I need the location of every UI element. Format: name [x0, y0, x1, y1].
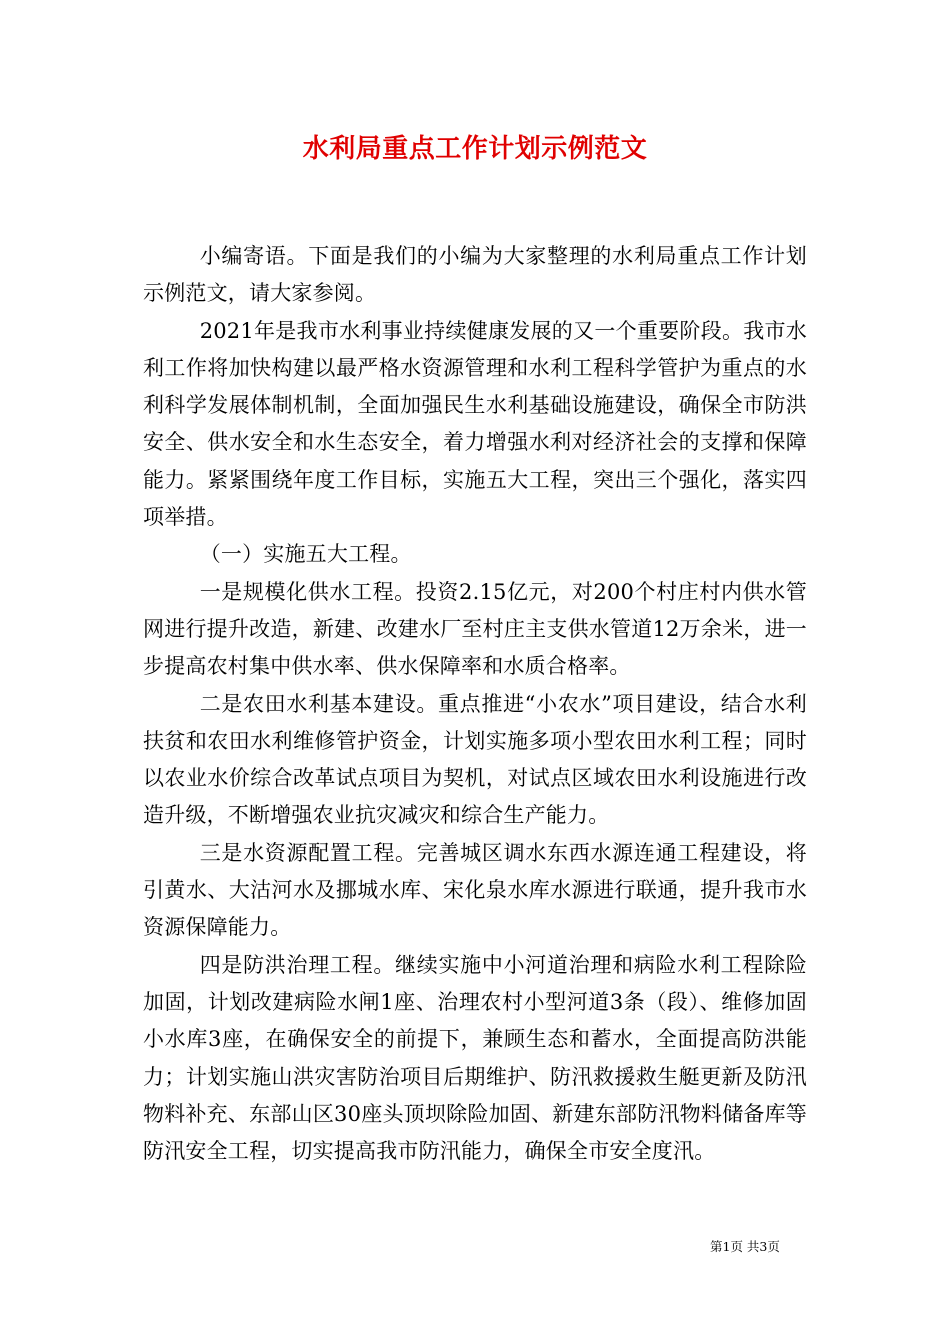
- document-title: 水利局重点工作计划示例范文: [302, 134, 648, 164]
- paragraph-overview: 2021年是我市水利事业持续健康发展的又一个重要阶段。我市水利工作将加快构建以最严格水资源管理和水利工程科学管护为重点的水利科学发展体制机制，全面加强民生水利基础设施建设，确保全市防洪安全、供水安全和水生态安全，着力增强水利对经济社会的支撑和保障能力。紧紧围绕年度工作目标，实施五大工程，突出三个强化，落实四项举措。: [143, 318, 807, 530]
- document-body: [143, 238, 807, 1170]
- section-heading-five-projects: （一）实施五大工程。: [199, 542, 412, 567]
- paragraph-flood-control: 四是防洪治理工程。继续实施中小河道治理和病险水利工程除险加固，计划改建病险水闸1座、治理农村小型河道3条（段）、维修加固小水库3座，在确保安全的前提下，兼顾生态和蓄水，全面提高防洪能力；计划实施山洪灾害防治项目后期维护、防汛救援救生艇更新及防汛物料补充、东部山区30座头顶坝除险加固、新建东部防汛物料储备库等防汛安全工程，切实提高我市防汛能力，确保全市安全度汛。: [143, 952, 807, 1164]
- paragraph-water-supply: 一是规模化供水工程。投资2.15亿元，对200个村庄村内供水管网进行提升改造，新建、改建水厂至村庄主支供水管道12万余米，进一步提高农村集中供水率、供水保障率和水质合格率。: [143, 579, 807, 679]
- page-number-footer: 第1页 共3页: [710, 1239, 780, 1254]
- paragraph-intro: 小编寄语。下面是我们的小编为大家整理的水利局重点工作计划示例范文，请大家参阅。: [143, 244, 807, 306]
- paragraph-water-resource-allocation: 三是水资源配置工程。完善城区调水东西水源连通工程建设，将引黄水、大沽河水及挪城水库、宋化泉水库水源进行联通，提升我市水资源保障能力。: [143, 840, 807, 940]
- paragraph-farmland-irrigation: 二是农田水利基本建设。重点推进“小农水”项目建设，结合水利扶贫和农田水利维修管护资金，计划实施多项小型农田水利工程；同时以农业水价综合改革试点项目为契机，对试点区域农田水利设施进行改造升级，不断增强农业抗灾减灾和综合生产能力。: [143, 691, 807, 828]
